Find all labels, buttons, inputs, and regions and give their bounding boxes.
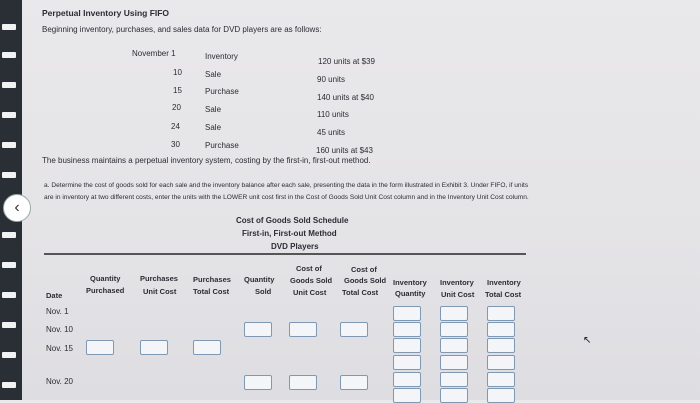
col-header: Inventory (393, 278, 427, 287)
binder-hole (2, 24, 16, 30)
col-header: Quantity (244, 275, 275, 284)
col-header: Purchases (140, 274, 178, 283)
txn-detail: 160 units at $43 (316, 146, 373, 155)
col-header: Cost of (351, 265, 377, 274)
inventory-quantity-input[interactable] (393, 338, 421, 353)
inventory-total-cost-input[interactable] (487, 322, 515, 337)
binder-hole (2, 292, 16, 298)
inventory-quantity-input[interactable] (393, 355, 421, 370)
txn-day: 24 (171, 122, 180, 131)
row-date: Nov. 15 (46, 344, 73, 353)
col-header: Unit Cost (293, 288, 327, 297)
question-line: a. Determine the cost of goods sold for each sale and the inventory balance after each sale, presenting the data in the form illustrated in Exhibit 3. Under FIFO, if units (44, 182, 529, 189)
binder-hole (2, 382, 16, 388)
cogs-total-cost-input[interactable] (340, 322, 368, 337)
page-title: Perpetual Inventory Using FIFO (42, 8, 170, 18)
chevron-left-icon: ‹ (14, 199, 20, 216)
col-header: Goods Sold (344, 276, 387, 285)
inventory-quantity-input[interactable] (393, 322, 421, 337)
row-date: Nov. 10 (46, 325, 73, 334)
col-header: Inventory (487, 278, 521, 287)
inventory-total-cost-input[interactable] (487, 338, 515, 353)
binder-hole (2, 172, 16, 178)
binder-hole (2, 232, 16, 238)
inventory-total-cost-input[interactable] (487, 372, 515, 387)
schedule-product: DVD Players (271, 242, 319, 251)
col-header: Unit Cost (441, 290, 475, 299)
txn-type: Inventory (205, 52, 238, 61)
back-button[interactable] (3, 194, 31, 222)
inventory-unit-cost-input[interactable] (440, 306, 468, 321)
quantity-sold-input[interactable] (244, 375, 272, 390)
txn-detail: 140 units at $40 (317, 93, 374, 102)
quantity-purchased-input[interactable] (86, 340, 114, 355)
quantity-sold-input[interactable] (244, 322, 272, 337)
binder-hole (2, 322, 16, 328)
txn-day: November 1 (132, 49, 176, 58)
col-header: Cost of (296, 264, 322, 273)
txn-day: 10 (173, 68, 182, 77)
inventory-quantity-input[interactable] (393, 388, 421, 403)
inventory-unit-cost-input[interactable] (440, 338, 468, 353)
txn-type: Sale (205, 123, 222, 132)
txn-type: Sale (205, 105, 222, 114)
intro-text: Beginning inventory, purchases, and sales data for DVD players are as follows: (42, 25, 322, 34)
col-header: Purchased (86, 286, 125, 295)
row-date: Nov. 1 (46, 307, 69, 316)
col-header: Sold (255, 287, 272, 296)
schedule-subtitle: First-in, First-out Method (242, 229, 337, 238)
cogs-unit-cost-input[interactable] (289, 322, 317, 337)
cogs-unit-cost-input[interactable] (289, 375, 317, 390)
method-note: The business maintains a perpetual inventory system, costing by the first-in, first-out method. (42, 156, 371, 165)
col-header: Total Cost (342, 288, 379, 297)
binder-hole (2, 352, 16, 358)
row-date: Nov. 20 (46, 377, 73, 386)
col-header: Inventory (440, 278, 474, 287)
inventory-quantity-input[interactable] (393, 306, 421, 321)
txn-detail: 45 units (317, 128, 346, 137)
txn-day: 20 (172, 103, 181, 112)
col-header: Total Cost (485, 290, 522, 299)
txn-type: Purchase (205, 87, 239, 96)
col-header: Purchases (193, 275, 231, 284)
txn-detail: 110 units (317, 110, 349, 119)
binder-hole (2, 262, 16, 268)
col-header: Quantity (395, 289, 426, 298)
inventory-unit-cost-input[interactable] (440, 355, 468, 370)
inventory-unit-cost-input[interactable] (440, 372, 468, 387)
col-header: Total Cost (193, 287, 230, 296)
txn-detail: 90 units (317, 75, 346, 84)
binder-hole (2, 142, 16, 148)
inventory-unit-cost-input[interactable] (440, 388, 468, 403)
schedule-title: Cost of Goods Sold Schedule (236, 216, 349, 225)
inventory-total-cost-input[interactable] (487, 306, 515, 321)
purchases-unit-cost-input[interactable] (140, 340, 168, 355)
inventory-total-cost-input[interactable] (487, 388, 515, 403)
txn-type: Sale (205, 70, 222, 79)
txn-type: Purchase (205, 141, 239, 150)
txn-day: 30 (171, 140, 180, 149)
col-header: Quantity (90, 274, 121, 283)
col-header: Unit Cost (143, 287, 177, 296)
binder-hole (2, 82, 16, 88)
inventory-unit-cost-input[interactable] (440, 322, 468, 337)
cogs-total-cost-input[interactable] (340, 375, 368, 390)
header-divider (44, 253, 526, 255)
binder-hole (2, 112, 16, 118)
txn-detail: 120 units at $39 (318, 57, 375, 66)
col-header-date: Date (46, 291, 63, 300)
question-line: are in inventory at two different costs, enter the units with the LOWER unit cost first in the Cost of Goods Sold Unit Cost column and in the Inventory Unit Cost column. (44, 194, 529, 201)
mouse-cursor-icon: ↖ (583, 335, 592, 346)
purchases-total-cost-input[interactable] (193, 340, 221, 355)
binder-hole (2, 52, 16, 58)
txn-day: 15 (173, 86, 182, 95)
inventory-total-cost-input[interactable] (487, 355, 515, 370)
col-header: Goods Sold (290, 276, 333, 285)
inventory-quantity-input[interactable] (393, 372, 421, 387)
